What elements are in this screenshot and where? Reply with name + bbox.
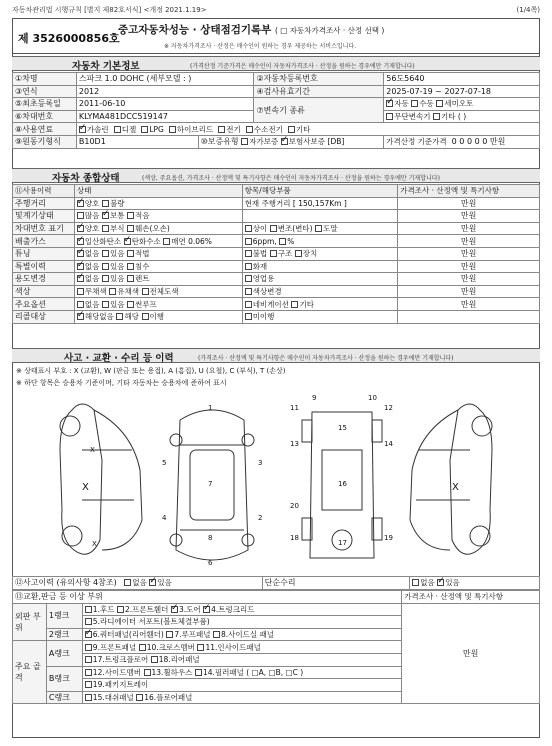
accident-section — [12, 348, 540, 363]
fuel-diesel-checkbox[interactable] — [114, 126, 121, 133]
status-option-checkbox[interactable] — [291, 301, 298, 308]
car-name-label: ①차명 — [13, 73, 77, 86]
status-option-checkbox[interactable] — [124, 238, 131, 245]
overall-row-item: 미이행 — [242, 310, 398, 323]
parts-items: 12.사이드멤버 13.휠하우스 14.필러패널 ( □A, □B, □C ) — [82, 666, 401, 679]
overall-row — [13, 247, 540, 260]
model-year-label: ③연식 — [13, 85, 77, 98]
status-option-checkbox[interactable] — [245, 250, 252, 257]
vehicle-damage-diagram — [12, 390, 540, 574]
body-part-number: 2 — [258, 514, 263, 522]
accident-note: (가격조사 · 산정액 및 특기사항은 매수인이 자동차가격조사 · 산정을 원하는 경우에만 기재합니다) — [198, 355, 454, 362]
status-option-checkbox[interactable] — [127, 275, 134, 282]
status-legend: ※ 상태표시 부호 : X (교환), W (판금 또는 용접), A (흠집), U (요철), C (부식), T (손상) — [16, 367, 286, 375]
parts-items: 19.패키지트레이 — [82, 679, 401, 692]
status-option-checkbox[interactable] — [102, 212, 109, 219]
warranty-insurance-checkbox[interactable] — [281, 138, 288, 145]
status-option-checkbox[interactable] — [245, 263, 252, 270]
part-checkbox[interactable] — [85, 644, 92, 651]
reg-number-value: 56도5640 — [384, 73, 540, 86]
parts-price: 만원 — [402, 603, 540, 704]
overall-col-status: 상태 — [74, 185, 242, 198]
status-option-checkbox[interactable] — [127, 301, 134, 308]
motor-label: ⑨원동기형식 — [13, 135, 77, 148]
overall-row-label: 및계기상태 — [13, 210, 75, 223]
underbody-part-number: 16 — [338, 480, 347, 488]
part-checkbox[interactable] — [195, 669, 202, 676]
status-option-checkbox[interactable] — [279, 238, 286, 245]
status-option-checkbox[interactable] — [77, 275, 84, 282]
status-option-checkbox[interactable] — [77, 238, 84, 245]
first-reg-label: ⑤최초등록일 — [13, 98, 77, 111]
underbody-part-number: 15 — [338, 424, 347, 432]
document-number: 제 3526000856호 — [18, 32, 120, 45]
part-checkbox[interactable] — [85, 656, 92, 663]
first-reg-value: 2011-06-10 — [76, 98, 254, 111]
parts-rank-label: 2랭크 — [46, 628, 82, 641]
part-checkbox[interactable] — [144, 669, 151, 676]
part-checkbox[interactable] — [85, 631, 92, 638]
overall-row-price: 만원 — [398, 222, 540, 235]
overall-row-status: ✓ 없음 있음 적법 — [74, 247, 242, 260]
car-name-value: 스파크 1.0 DOHC (세부모델 : ) — [76, 73, 254, 86]
status-option-checkbox[interactable] — [77, 225, 84, 232]
accident-none-checkbox[interactable] — [124, 579, 131, 586]
repair-yes-checkbox[interactable] — [437, 579, 444, 586]
part-checkbox[interactable] — [136, 694, 143, 701]
overall-row-label: 특별이력 — [13, 260, 75, 273]
fuel-hydrogen-checkbox[interactable] — [246, 126, 253, 133]
accident-history-field: ⑫사고이력 (유의사항 4참조) 없음 ✓ 있음 — [13, 577, 263, 590]
form-title: 중고자동차성능 · 상태점검기록부 ( □ 자동차가격조사 · 산정 선택 ) — [118, 24, 385, 36]
vehicle-legend: ※ 하단 항목은 승용차 기준이며, 기타 자동차는 승용차에 준하여 표시 — [16, 379, 227, 387]
overall-row-item: 화재 — [242, 260, 398, 273]
left-side-view — [60, 404, 142, 554]
transmission-options-1: ✓자동 수동 세미오토 — [384, 98, 540, 111]
status-option-checkbox[interactable] — [245, 301, 252, 308]
underbody-part-number: 11 — [290, 404, 299, 412]
overall-row-status: 무채색 유채색 전체도색 — [74, 285, 242, 298]
basic-info-table — [12, 72, 540, 149]
part-checkbox[interactable] — [85, 694, 92, 701]
underbody-part-number: 20 — [290, 502, 299, 510]
accident-history-table — [12, 576, 540, 590]
vin-value: KLYMA481DCC519147 — [76, 110, 254, 123]
part-checkbox[interactable] — [203, 606, 210, 613]
price-value: 0 0 0 0 0 만원 — [451, 137, 506, 147]
price-field: 가격산정 기준가격 0 0 0 0 0 만원 — [384, 135, 540, 148]
accident-yes-checkbox[interactable] — [149, 579, 156, 586]
parts-items: 9.프론트패널 10.크로스멤버 11.인사이드패널 — [82, 641, 401, 654]
overall-row-price: 만원 — [398, 285, 540, 298]
part-checkbox[interactable] — [85, 606, 92, 613]
inspection-period-value: 2025-07-19 ~ 2027-07-18 — [384, 85, 540, 98]
body-part-number: 5 — [162, 459, 167, 467]
body-part-number: 1 — [208, 404, 213, 412]
transmission-auto-checkbox[interactable] — [386, 100, 393, 107]
part-checkbox[interactable] — [197, 644, 204, 651]
underbody-part-number: 12 — [384, 404, 393, 412]
parts-items: 15.대쉬패널 16.플로어패널 — [82, 691, 401, 704]
overall-row-status: ✓ 없음 있음 렌트 — [74, 273, 242, 286]
overall-row-status: ✓ 양호 불량 — [74, 197, 242, 210]
status-option-checkbox[interactable] — [127, 212, 134, 219]
overall-row-item — [242, 197, 398, 210]
part-checkbox[interactable] — [213, 631, 220, 638]
status-option-checkbox[interactable] — [270, 250, 277, 257]
overall-row — [13, 273, 540, 286]
status-option-checkbox[interactable] — [163, 238, 170, 245]
status-option-checkbox[interactable] — [295, 250, 302, 257]
transmission-options-2: 무단변속기 기타 ( ) — [384, 110, 540, 123]
part-checkbox[interactable] — [166, 631, 173, 638]
status-option-checkbox[interactable] — [315, 225, 322, 232]
status-option-checkbox[interactable] — [245, 313, 252, 320]
underbody-part-number: 10 — [368, 394, 377, 402]
overall-row-label: 튜닝 — [13, 247, 75, 260]
status-option-checkbox[interactable] — [77, 200, 84, 207]
fuel-label: ⑧사용연료 — [13, 123, 77, 136]
body-part-number: 4 — [162, 514, 167, 522]
warranty-field: ⑩보증유형 자가보증 ✓ 보험사보증 [DB] — [198, 135, 384, 148]
fuel-other-checkbox[interactable] — [288, 126, 295, 133]
title-note: ※ 자동차가격조사 · 산정은 매수인이 원하는 경우 제공하는 서비스입니다. — [164, 43, 357, 50]
status-option-checkbox[interactable] — [102, 225, 109, 232]
status-option-checkbox[interactable] — [102, 275, 109, 282]
status-option-checkbox[interactable] — [77, 288, 84, 295]
overall-row-price: 만원 — [398, 197, 540, 210]
parts-table — [12, 590, 540, 704]
part-checkbox[interactable] — [85, 681, 92, 688]
parts-items: 1.후드 2.프론트휀더 ✓ 3.도어 ✓ 4.트렁크리드 — [82, 603, 401, 616]
basic-info-note: (가격산정 기준가격은 매수인이 자동차가격조사 · 산정을 원하는 경우에만 기재합니다) — [190, 63, 415, 70]
body-part-number: 8 — [208, 534, 213, 542]
part-checkbox[interactable] — [171, 606, 178, 613]
status-option-checkbox[interactable] — [77, 212, 84, 219]
overall-row — [13, 298, 540, 311]
simple-repair-field: 없음 ✓ 있음 — [410, 577, 540, 590]
mark-left-quarter: X — [90, 446, 95, 454]
status-option-checkbox[interactable] — [102, 250, 109, 257]
status-option-checkbox[interactable] — [77, 263, 84, 270]
underbody-part-number: 19 — [384, 534, 393, 542]
overall-note: (색상, 주요옵션, 가격조사 · 산정액 및 특기사항은 매수인이 자동차가격조사 · 산정을 원하는 경우에만 기재합니다) — [142, 175, 440, 182]
overall-row-label: 용도변경 — [13, 273, 75, 286]
status-option-checkbox[interactable] — [270, 225, 277, 232]
underbody-part-number: 18 — [290, 534, 299, 542]
overall-row — [13, 235, 540, 248]
status-option-checkbox[interactable] — [77, 301, 84, 308]
overall-row-label: 주요옵션 — [13, 298, 75, 311]
motor-value: B10D1 — [76, 135, 198, 148]
vin-label: ⑥차대번호 — [13, 110, 77, 123]
overall-row-item: 색상변경 — [242, 285, 398, 298]
part-checkbox[interactable] — [85, 618, 92, 625]
parts-group-label: 주요 골격 — [13, 641, 47, 704]
part-checkbox[interactable] — [151, 656, 158, 663]
parts-price-header: 가격조사 · 산정액 및 특기사항 — [402, 591, 540, 604]
status-option-checkbox[interactable] — [142, 313, 149, 320]
transmission-semi-checkbox[interactable] — [436, 100, 443, 107]
part-checkbox[interactable] — [117, 606, 124, 613]
status-option-checkbox[interactable] — [102, 301, 109, 308]
simple-repair-label: 단순수리 — [262, 577, 410, 590]
overall-row — [13, 222, 540, 235]
overall-row-price: 만원 — [398, 298, 540, 311]
status-option-checkbox[interactable] — [102, 263, 109, 270]
overall-row-item: 네비게이션 기타 — [242, 298, 398, 311]
overall-row-item: 불법 구조 장치 — [242, 247, 398, 260]
overall-row-price: 만원 — [398, 210, 540, 223]
overall-row-item: 6ppm, % — [242, 235, 398, 248]
fuel-gasoline-checkbox[interactable] — [79, 126, 86, 133]
parts-items: ✓ 6.쿼터패널(리어휀더) 7.루프패널 8.사이드실 패널 — [82, 628, 401, 641]
overall-row-status: 많음 ✓ 보통 적음 — [74, 210, 242, 223]
overall-col-item: 항목/해당부품 — [242, 185, 398, 198]
overall-row-status: ✓ 양호 부식 훼손(오손) — [74, 222, 242, 235]
transmission-other-checkbox[interactable] — [433, 113, 440, 120]
overall-row-item: 영업용 — [242, 273, 398, 286]
overall-row-label: 리콜대상 — [13, 310, 75, 323]
overall-row-item: 상이 변조(변타) 도말 — [242, 222, 398, 235]
overall-row-price — [398, 310, 540, 323]
overall-row-status: ✓ 해당없음 해당 이행 — [74, 310, 242, 323]
overall-row — [13, 260, 540, 273]
model-year-value: 2012 — [76, 85, 254, 98]
underbody-part-number: 9 — [312, 394, 317, 402]
fuel-lpg-checkbox[interactable] — [141, 126, 148, 133]
underbody-part-number: 14 — [384, 440, 393, 448]
overall-row-price: 만원 — [398, 260, 540, 273]
transmission-label: ⑦변속기 종류 — [254, 98, 384, 123]
status-option-checkbox[interactable] — [109, 288, 116, 295]
overall-row-label: 주행거리 — [13, 197, 75, 210]
parts-group-label: 외판 부위 — [13, 603, 47, 641]
right-side-view — [410, 404, 492, 554]
parts-rank-label: B랭크 — [46, 666, 82, 691]
status-option-checkbox[interactable] — [245, 288, 252, 295]
overall-row — [13, 285, 540, 298]
status-option-checkbox[interactable] — [127, 263, 134, 270]
overall-section — [12, 168, 540, 183]
fuel-electric-checkbox[interactable] — [218, 126, 225, 133]
status-option-checkbox[interactable] — [245, 238, 252, 245]
parts-rank-label: C랭크 — [46, 691, 82, 704]
underbody-part-number: 13 — [290, 440, 299, 448]
overall-row — [13, 310, 540, 323]
accident-title: 사고 · 교환 · 수리 등 이력 — [64, 353, 174, 364]
overall-row-price: 만원 — [398, 273, 540, 286]
overall-row-status: ✓ 없음 있음 침수 — [74, 260, 242, 273]
basic-info-section — [12, 56, 540, 71]
parts-row — [13, 603, 540, 616]
parts-rank-label: 1랭크 — [46, 603, 82, 628]
warranty-self-checkbox[interactable] — [241, 138, 248, 145]
body-part-number: 3 — [258, 459, 263, 467]
status-option-checkbox[interactable] — [245, 275, 252, 282]
odometer-reading: 현재 주행거리 [ 150,157Km ] — [244, 198, 347, 208]
reg-number-label: ②자동차등록번호 — [254, 73, 384, 86]
repair-none-checkbox[interactable] — [412, 579, 419, 586]
inspection-period-label: ④검사유효기간 — [254, 85, 384, 98]
overall-row-price: 만원 — [398, 235, 540, 248]
overall-row-label: 색상 — [13, 285, 75, 298]
status-option-checkbox[interactable] — [245, 225, 252, 232]
overall-row-label: 배출가스 — [13, 235, 75, 248]
mark-right-door: X — [452, 482, 459, 493]
fuel-options: ✓ 가솔린 디젤 LPG 하이브리드 전기 수소전기 기타 — [76, 123, 539, 136]
parts-label: ⑬교환,판금 등 이상 부위 — [13, 591, 402, 604]
overall-row-price: 만원 — [398, 247, 540, 260]
body-part-number: 6 — [208, 559, 213, 567]
page-indicator: (1/4쪽) — [516, 6, 540, 14]
underbody-part-number: 17 — [338, 539, 347, 547]
mark-left-lower: X — [92, 540, 97, 548]
basic-info-title: 자동차 기본정보 — [72, 61, 140, 72]
status-option-checkbox[interactable] — [142, 288, 149, 295]
overall-row-item — [242, 210, 398, 223]
status-option-checkbox[interactable] — [77, 250, 84, 257]
overall-row-status: ✓ 일산화탄소 ✓ 탄화수소 매연 0.06% — [74, 235, 242, 248]
status-option-checkbox[interactable] — [77, 313, 84, 320]
fuel-hybrid-checkbox[interactable] — [169, 126, 176, 133]
status-option-checkbox[interactable] — [127, 250, 134, 257]
overall-row-status: 없음 있음 썬루프 — [74, 298, 242, 311]
body-part-number: 7 — [208, 480, 213, 488]
overall-row-label: 차대번호 표기 — [13, 222, 75, 235]
overall-col-usage: ⑪사용이력 — [13, 185, 75, 198]
overall-table — [12, 184, 540, 324]
transmission-cvt-checkbox[interactable] — [386, 113, 393, 120]
part-checkbox[interactable] — [85, 669, 92, 676]
status-option-checkbox[interactable] — [127, 225, 134, 232]
part-checkbox[interactable] — [139, 644, 146, 651]
form-reference: 자동차관리법 시행규칙 [별지 제82호서식] <개정 2021.1.19> — [12, 6, 207, 14]
status-option-checkbox[interactable] — [102, 200, 109, 207]
status-option-checkbox[interactable] — [116, 313, 123, 320]
transmission-manual-checkbox[interactable] — [411, 100, 418, 107]
mark-left-door: X — [82, 482, 89, 493]
overall-row — [13, 197, 540, 210]
parts-items: 17.트렁크플로어 18.리어패널 — [82, 653, 401, 666]
overall-col-price: 가격조사 · 산정액 및 특기사항 — [398, 185, 540, 198]
parts-rank-label: A랭크 — [46, 641, 82, 666]
overall-title: 자동차 종합상태 — [52, 173, 120, 184]
parts-items: 5.라디에이터 서포트(볼트체결부품) — [82, 616, 401, 629]
overall-row — [13, 210, 540, 223]
